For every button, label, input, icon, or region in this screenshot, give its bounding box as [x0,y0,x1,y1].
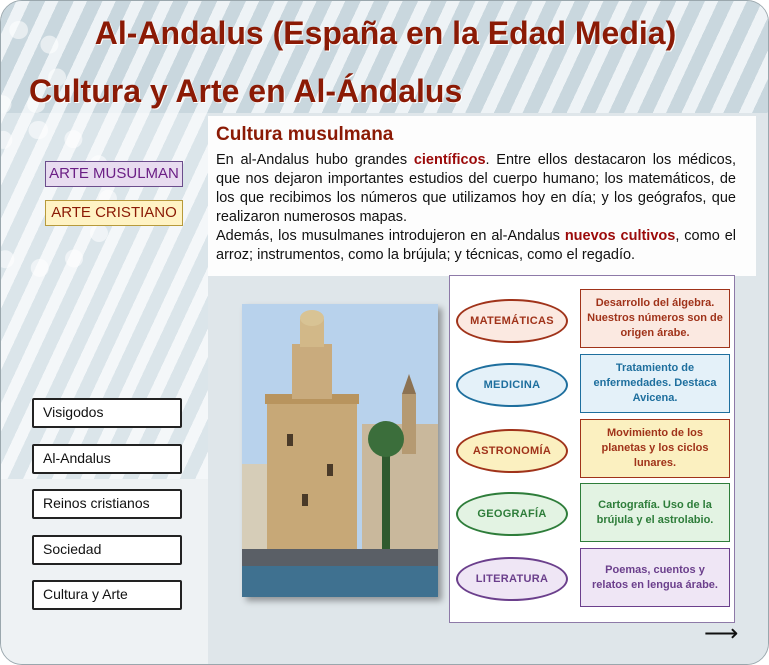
section-heading: Cultura musulmana [216,124,394,145]
keyword-nuevos-cultivos: nuevos cultivos [564,228,676,244]
nav-reinos-cristianos[interactable]: Reinos cristianos [32,489,182,519]
section-body [216,151,736,265]
topic-medicina-desc: Tratamiento de enfermedades. Destaca Avicena. [580,354,730,413]
next-arrow-icon[interactable]: ⟶ [704,620,739,647]
body-text: Además, los musulmanes introdujeron en al-Andalus [216,228,565,244]
topic-astronomia[interactable]: ASTRONOMÍA [456,429,568,473]
topic-literatura-desc: Poemas, cuentos y relatos en lengua árabe. [580,548,730,607]
topic-medicina[interactable]: MEDICINA [456,363,568,407]
torre-del-oro-photo [242,304,438,597]
topic-geografia[interactable]: GEOGRAFÍA [456,492,568,536]
nav-sociedad[interactable]: Sociedad [32,535,182,565]
nav-visigodos[interactable]: Visigodos [32,398,182,428]
keyword-cientificos: científicos [413,152,486,168]
nav-cultura-y-arte[interactable]: Cultura y Arte [32,580,182,610]
gear-decoration-icon [0,121,117,277]
body-text: En al-Andalus hubo grandes [216,152,414,168]
topic-literatura[interactable]: LITERATURA [456,557,568,601]
body-text: . Entre ellos destacaron los médicos, que nos dejaron importantes estudios del cuerpo humano; los matemáticos, de los que recibimos los números que utilizamos hoy en día; y los geógrafos, que realizaron numerosos mapas. [216,152,736,225]
topic-matematicas-desc: Desarrollo del álgebra. Nuestros números son de origen árabe. [580,289,730,348]
page-subtitle: Cultura y Arte en Al-Ándalus [29,73,463,109]
body-text: , como el arroz; instrumentos, como la brújula; y técnicas, como el regadío. [216,228,736,263]
page-title: Al-Andalus (España en la Edad Media) [94,15,677,51]
arte-cristiano-button[interactable]: ARTE CRISTIANO [45,200,183,226]
topic-matematicas[interactable]: MATEMÁTICAS [456,299,568,343]
topic-astronomia-desc: Movimiento de los planetas y los ciclos lunares. [580,419,730,478]
arte-musulman-button[interactable]: ARTE MUSULMAN [45,161,183,187]
topic-geografia-desc: Cartografía. Uso de la brújula y el astrolabio. [580,483,730,542]
nav-al-andalus[interactable]: Al-Andalus [32,444,182,474]
